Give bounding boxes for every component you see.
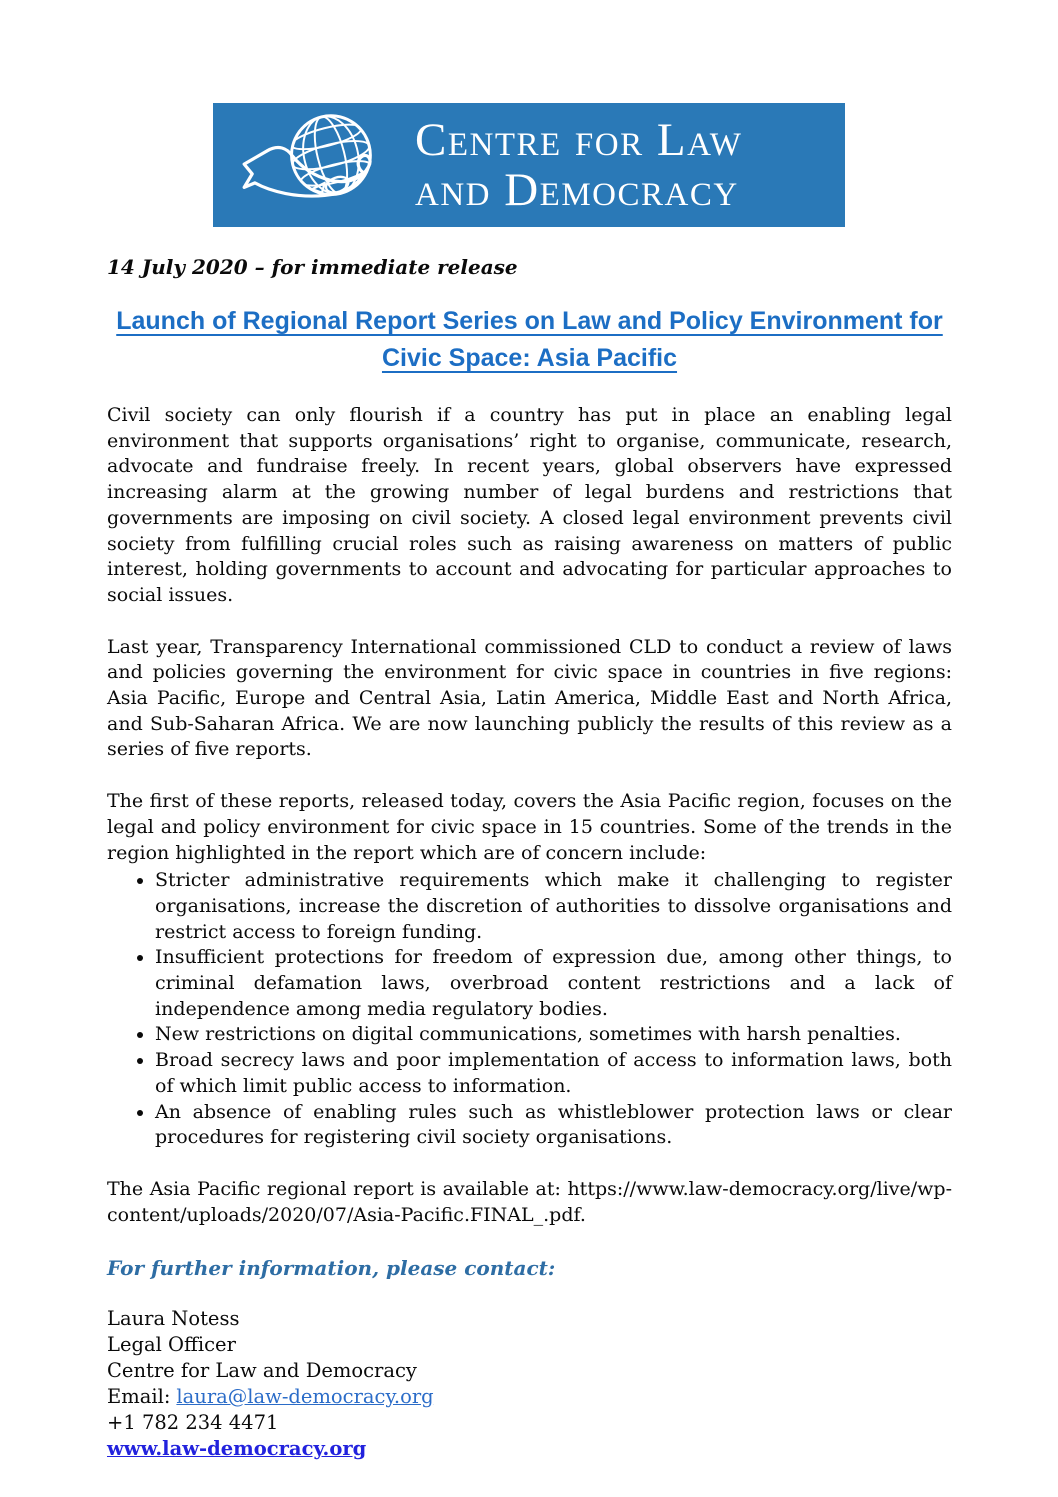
paragraph-transparency-international: Last year, Transparency International commissioned CLD to conduct a review of laws and policies governing the environment for civic space in countries in five regions: Asia Pacific, Europe and Central Asia, Latin America, Middle East and North Africa, and Sub-Saharan Africa. We are now launching publicly the results of this review as a series of five reports.	[107, 635, 952, 761]
contact-name: Laura Notess	[107, 1307, 240, 1331]
paragraph-civil-society: Civil society can only flourish if a country has put in place an enabling legal environment that supports organisations’ right to organise, communicate, research, advocate and fundraise freely. In recent years, global observers have expressed increasing alarm at the growing number of legal burdens and restrictions that governments are imposing on civil society. A closed legal environment prevents civil society from fulfilling crucial roles such as raising awareness on matters of public interest, holding governments to account and advocating for particular approaches to social issues.	[107, 404, 952, 606]
bullet-item-secrecy: • Broad secrecy laws and poor implementation of access to information laws, both of which limit public access to information.	[155, 1048, 952, 1099]
bullet-item-enabling-rules: • An absence of enabling rules such as whistleblower protection laws or clear procedures for registering civil society organisations.	[155, 1100, 952, 1151]
email-label: Email:	[107, 1385, 171, 1409]
paragraph-report-availability: The Asia Pacific regional report is available at: https://www.law-democracy.org/live/wp-content/uploads/2020/07/Asia-Pacific.FINAL_.pdf.	[107, 1177, 952, 1226]
page-title	[107, 303, 952, 377]
document-body	[0, 255, 1058, 1462]
contact-phone: +1 782 234 4471	[107, 1411, 279, 1435]
contact-heading: For further information, please contact:	[107, 1256, 556, 1281]
logo-wordmark	[415, 113, 743, 216]
cld-logo-banner	[213, 103, 845, 227]
contact-website-line	[107, 1436, 952, 1462]
paragraph-first-report: The first of these reports, released today, covers the Asia Pacific region, focuses on the legal and policy environment for civic space in 15 countries. Some of the trends in the region highlighted in the report which are of concern include:	[107, 790, 952, 864]
contact-email-line	[107, 1384, 952, 1410]
bullet-item-digital: • New restrictions on digital communications, sometimes with harsh penalties.	[155, 1022, 952, 1048]
trends-bullet-list	[107, 868, 952, 1151]
page-title-line-2: Civic Space: Asia Pacific	[381, 344, 678, 372]
logo-wordmark-line1: Centre for Law	[415, 113, 743, 166]
contact-block	[107, 1306, 952, 1462]
hand-holding-globe-icon	[237, 109, 407, 221]
website-link[interactable]: www.law-democracy.org	[107, 1437, 367, 1461]
contact-role: Legal Officer	[107, 1333, 236, 1357]
email-link[interactable]: laura@law-democracy.org	[176, 1385, 434, 1409]
bullet-item-registration: • Stricter administrative requirements which make it challenging to register organisations, increase the discretion of authorities to dissolve organisations and restrict access to foreign funding.	[155, 868, 952, 945]
bullet-item-expression: • Insufficient protections for freedom of expression due, among other things, to criminal defamation laws, overbroad content restrictions and a lack of independence among media regulatory bodies.	[155, 945, 952, 1022]
page-title-line-1: Launch of Regional Report Series on Law and Policy Environment for	[116, 307, 943, 335]
dateline: 14 July 2020 – for immediate release	[107, 255, 518, 279]
logo-wordmark-line2: and Democracy	[415, 163, 739, 216]
contact-org: Centre for Law and Democracy	[107, 1359, 417, 1383]
